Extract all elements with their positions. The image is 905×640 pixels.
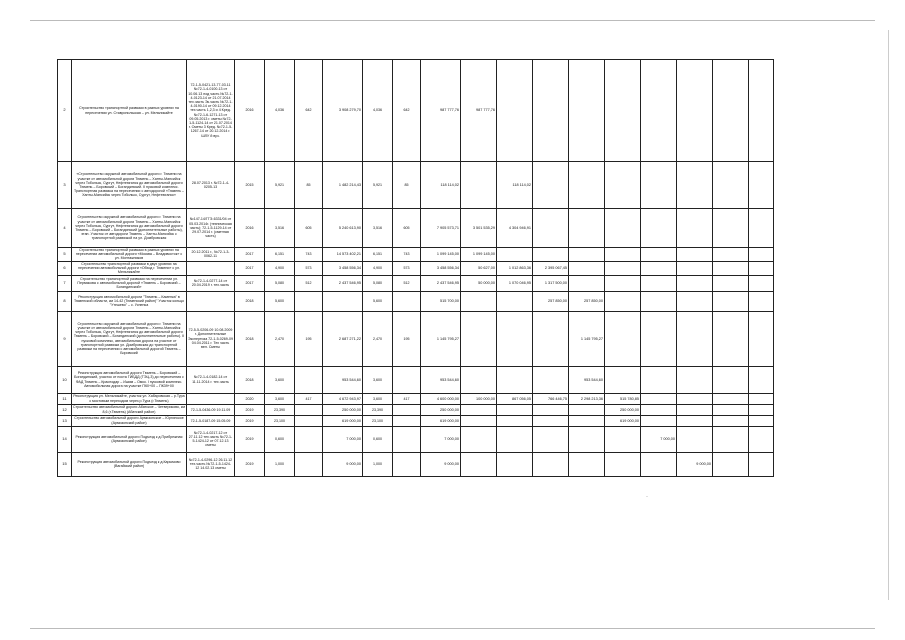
table-row [58,452,774,476]
cell-v5 [533,248,569,262]
cell-cnt1: 573 [295,261,323,275]
cell-v2: 4 600 000,00 [421,393,461,404]
table-row [58,209,774,248]
cell-year: 2016 [235,60,265,162]
cell-v9 [677,393,713,404]
cell-v8 [641,248,677,262]
cell-v5 [533,415,569,426]
cell-v10 [713,426,749,452]
cell-cnt1: 512 [295,275,323,291]
cell-v6 [569,452,605,476]
cell-v4 [497,452,533,476]
cell-v7 [605,261,641,275]
table-row [58,261,774,275]
cell-v6 [569,275,605,291]
cell-v1: 4 672 943,97 [323,393,363,404]
table-row [58,426,774,452]
cell-v1: 3 458 556,34 [323,261,363,275]
cell-v2: 1 099 145,00 [421,248,461,262]
cell-len1: 1,000 [265,452,295,476]
cell-len1: 3,600 [265,393,295,404]
cell-cnt1: 85 [295,162,323,209]
cell-len1: 23,100 [265,415,295,426]
cell-cnt2 [393,366,421,393]
cell-v1: 3 908 279,70 [323,60,363,162]
cell-v4 [497,248,533,262]
cell-name: Реконструкция ул. Мельникайте, участок ул. Хабаровская – р.Тура с мостовым переходом через р.Тура (г.Тюмень) [73,394,185,403]
cell-v10 [713,404,749,415]
cell-no: 15 [58,452,72,476]
table-row [58,291,774,311]
cell-v7 [605,275,641,291]
cell-cnt2 [393,404,421,415]
cell-v9 [677,248,713,262]
cell-v7: 619 000,00 [605,415,641,426]
cell-empty [749,415,774,426]
cell-cnt1: 605 [295,209,323,248]
cell-name: «Строительство окружной автомобильной дороги г. Тюмени на участке от автомобильной дороги Тюмень – Ханты-Мансийск через Тобольск, Сургут, Нефтеюганск до автомобильной дороги Тюмень – Боровский – Богандинский. II пусковой комплекс. Транспортная развязка на пересечении с автодорогой «Тюмень – Ханты-Мансийск через Тобольск, Сургут, Нефтеюганск» [72,162,187,209]
cell-name: Строительство окружной автомобильной дороги г. Тюмени на участке от автомобильной дороги Тюмень – Ханты-Мансийск через Тобольск, Сургут, Нефтеюганск до автомобильной дороги Тюмень – Боровский – Богандинский (дополнительные работы), этап. Участок от автодороги Тюмень – Ханты-Мансийск с транспортной развязкой на ул. Домбровская [72,209,187,248]
cell-v1: 14 573 402,21 [323,248,363,262]
cell-len2: 5,080 [363,275,393,291]
cell-cnt1: 417 [295,393,323,404]
cell-v8 [641,452,677,476]
cell-v9 [677,366,713,393]
cell-empty [749,366,774,393]
cell-len2: 3,600 [363,393,393,404]
cell-name: Строительство транспортной развязки в двух уровнях на пересечении автомобильной дороги «Обход г. Тюмени» с ул. Мельникайте [72,261,187,275]
cell-v9 [677,162,713,209]
cell-v7 [605,366,641,393]
cell-year: 2017 [235,261,265,275]
cell-v2: 9 000,00 [421,452,461,476]
cell-cnt2 [393,291,421,311]
cell-v2: 2 437 546,95 [421,275,461,291]
cell-v9 [677,275,713,291]
cell-v6 [569,209,605,248]
cell-year: 2019 [235,404,265,415]
cell-doc [187,261,235,275]
cell-no: 8 [58,291,72,311]
cell-v7 [605,426,641,452]
cell-doc: 20.12.2011 г., №72-1-3-0062-11 [187,248,235,262]
cell-v5 [533,426,569,452]
cell-v8 [641,162,677,209]
cell-year: 2020 [235,393,265,404]
scan-edge-top [30,20,875,21]
cell-v7: 515 780,85 [605,393,641,404]
cell-doc: №147-14/ГГЭ-6331/04 от 05.03.2014г. (техническая часть); 72-1-5-1129-14 от 29.07.2014 г. (сметная часть) [187,209,235,248]
cell-len1: 23,390 [265,404,295,415]
cell-v3: 100 000,00 [461,393,497,404]
cell-v6 [569,261,605,275]
scan-edge-bottom [30,628,875,629]
cell-v10 [713,209,749,248]
cell-doc: 72-5-5-0206-09 10.08.2009 г. Дополнительные Экспертиза 72-1-5-0269-09 04.04.2011 г. Тех часть вел. Сметы [187,311,235,366]
cell-v10 [713,248,749,262]
cell-year: 2019 [235,426,265,452]
cell-empty [749,162,774,209]
cell-v8 [641,366,677,393]
cell-v3 [461,404,497,415]
cell-name: Строительство окружной автомобильной дороги г. Тюмени на участке от автомобильной дороги Тюмень – Ханты-Мансийск через Тобольск, Сургут, Нефтеюганск до автомобильной дороги Тюмень – Боровский – Богандинский (дополнительные работы). II пусковой комплекс, автомобильная дорога на участке от транспортной развязки ул. Домбровская до транспортной развязки на пересечении с автомобильной дорогой Тюмень – Боровский [72,311,187,366]
cell-v1: 250 000,00 [323,404,363,415]
cell-v9 [677,209,713,248]
cell-v4 [497,311,533,366]
cell-len2: 23,390 [363,404,393,415]
cell-name: Строительство автомобильной дороги Абатское – Четвериково, км 8,6 (г.Тюмень) (Абатский район) [73,405,185,414]
cell-cnt2 [393,426,421,452]
cell-v5 [533,404,569,415]
cell-doc: №72-1-4-0277-14 от 20.04.2019 г. тех.часть [187,275,235,291]
cell-cnt2 [393,415,421,426]
cell-v1: 1 482 214,43 [323,162,363,209]
cell-len2: 3,516 [363,209,393,248]
cell-v5 [533,366,569,393]
cell-len2: 2,470 [363,311,393,366]
cell-name: Строительство транспортной развязки в разных уровнях на пересечении ул. Ставропольская – ул. Мельникайте [72,60,187,162]
table-row [58,248,774,262]
cell-v6 [569,404,605,415]
cell-v10 [713,366,749,393]
cell-v4: 1 070 046,95 [497,275,533,291]
cell-v6: 257 850,00 [569,291,605,311]
cell-v7 [605,162,641,209]
cell-v8 [641,393,677,404]
cell-cnt1 [295,415,323,426]
cell-year: 2016 [235,209,265,248]
cell-v3: 987 777,76 [461,60,497,162]
cell-v3: 1 099 145,00 [461,248,497,262]
cell-year: 2018 [235,291,265,311]
cell-name: Реконструкция автомобильной дороги Подъезд к д.Карымово (Вагайский район) [72,452,187,476]
cell-empty [749,60,774,162]
cell-v6 [569,426,605,452]
cell-empty [749,452,774,476]
cell-v10 [713,452,749,476]
cell-no: 6 [58,261,72,275]
table-row [58,162,774,209]
cell-len1: 0,600 [265,426,295,452]
cell-v4: 1 012 863,36 [497,261,533,275]
cell-year: 2017 [235,248,265,262]
cell-name: Строительство транспортной развязки на пересечении ул. Пермякова с автомобильной дорогой «Тюмень – Боровский – Богандинский» [72,275,187,291]
cell-v4 [497,415,533,426]
cell-v4: 867 056,05 [497,393,533,404]
cell-v7 [605,311,641,366]
cell-no: 5 [58,248,72,262]
cell-v5: 257 850,00 [533,291,569,311]
cell-len2: 6,151 [363,248,393,262]
cell-v7 [605,291,641,311]
cell-v2: 7 905 573,71 [421,209,461,248]
cell-len2: 5,921 [363,162,393,209]
cell-year: 2015 [235,162,265,209]
cell-v10 [713,393,749,404]
cell-cnt1: 642 [295,60,323,162]
cell-cnt2: 743 [393,248,421,262]
cell-v1: 2 687 271,22 [323,311,363,366]
cell-name: Реконструкция автомобильной дороги Тюмень – Боровский – Богандинский, участок от поста ГИБДД (ТЭЦ-3) до пересечения с ФАД Тюмень – Краснодар – Ишим – Омск. I пусковой комплекс. Автомобильная дорога на участке ПК0+00 – ПК39+00 [72,366,187,393]
cell-empty [749,261,774,275]
cell-no: 12 [58,404,72,415]
table-row [58,311,774,366]
cell-v7 [605,248,641,262]
cell-v6 [569,162,605,209]
cell-len1: 5,600 [265,291,295,311]
cell-no: 3 [58,162,72,209]
cell-cnt1 [295,404,323,415]
cell-empty [749,291,774,311]
cell-v5 [533,162,569,209]
cell-v2: 953 544,60 [421,366,461,393]
cell-year: 2018 [235,366,265,393]
cell-v8 [641,404,677,415]
cell-v7 [605,60,641,162]
cell-v8 [641,261,677,275]
cell-empty [749,311,774,366]
cell-v2: 619 000,00 [421,415,461,426]
cell-doc: 72-1-5-0187-09 15.05.09 [187,415,235,426]
cell-cnt2: 605 [393,209,421,248]
table-row [58,366,774,393]
cell-name: Реконструкция автомобильной дороги Подъезд к д.Прибрежная (Армизонский район) [72,426,187,452]
cell-empty [749,248,774,262]
cell-v10 [713,261,749,275]
table-row [58,415,774,426]
cell-len1: 3,600 [265,366,295,393]
cell-v3 [461,452,497,476]
cell-doc: 72-1-5-0436-09 19.11.09 [187,404,235,415]
cell-v10 [713,311,749,366]
cell-cnt1: 743 [295,248,323,262]
cell-v2: 515 700,00 [421,291,461,311]
cell-v9 [677,404,713,415]
cell-cnt1 [295,291,323,311]
cell-v7 [605,209,641,248]
cell-cnt2: 85 [393,162,421,209]
cell-len1: 6,151 [265,248,295,262]
cell-v9 [677,60,713,162]
cell-v8: 7 000,00 [641,426,677,452]
stray-mark: · [646,494,648,500]
cell-v1: 2 437 546,95 [323,275,363,291]
cell-v10 [713,415,749,426]
cell-v8 [641,415,677,426]
table-row [58,404,774,415]
cell-len2: 3,600 [363,366,393,393]
cell-v4 [497,426,533,452]
cell-v3: 50 627,00 [461,261,497,275]
cell-name: Строительство транспортной развязки в разных уровнях на пересечении автомобильной дороги «Москва – Владивосток» с ул. Монтажников [72,248,187,262]
cell-v2: 3 458 556,34 [421,261,461,275]
cell-v5 [533,311,569,366]
cell-v10 [713,60,749,162]
cell-len1: 3,516 [265,209,295,248]
cell-empty [749,209,774,248]
cell-v6: 2 298 213,36 [569,393,605,404]
cell-year: 2017 [235,275,265,291]
cell-v10 [713,291,749,311]
cell-v4 [497,366,533,393]
cell-v10 [713,162,749,209]
cell-v2: 1 145 795,27 [421,311,461,366]
cell-year: 2019 [235,415,265,426]
table-row [58,60,774,162]
cell-no: 10 [58,366,72,393]
cell-doc [187,291,235,311]
cell-cnt1 [295,366,323,393]
cell-v1: 9 000,00 [323,452,363,476]
cell-v3 [461,291,497,311]
table-body [58,60,774,477]
cell-v3 [461,415,497,426]
cell-v9 [677,426,713,452]
cell-empty [749,393,774,404]
cell-v2: 7 000,00 [421,426,461,452]
cell-no: 4 [58,209,72,248]
cell-year: 2018 [235,311,265,366]
cell-cnt2: 417 [393,393,421,404]
cell-empty [749,426,774,452]
cell-len1: 5,080 [265,275,295,291]
cell-no: 13 [58,415,72,426]
cell-doc: 28.07.2013 г. №72-1-4-0205-13 [187,162,235,209]
cell-len2: 4,036 [363,60,393,162]
cell-v9 [677,415,713,426]
cell-v7 [605,452,641,476]
cell-v9 [677,261,713,275]
cell-v9: 9 000,00 [677,452,713,476]
cell-v4 [497,404,533,415]
cell-doc: №72-1-4-0182-14 от 11.11.2014 г. тех.часть [187,366,235,393]
cell-v8 [641,60,677,162]
cell-name: Строительство автомобильной дороги Армизонское – Юргинское (Армизонский район) [72,415,187,426]
cell-v8 [641,275,677,291]
cell-cnt2: 512 [393,275,421,291]
cell-v6: 1 145 795,27 [569,311,605,366]
cell-len1: 2,470 [265,311,295,366]
cell-v3: 3 501 535,29 [461,209,497,248]
cell-doc [187,393,235,404]
cell-v5 [533,209,569,248]
cell-v3: 50 000,00 [461,275,497,291]
cell-v5 [533,452,569,476]
cell-cnt2 [393,452,421,476]
cell-v1: 5 240 613,90 [323,209,363,248]
cell-v5 [533,60,569,162]
scan-edge-right [888,30,889,600]
cell-v8 [641,209,677,248]
cell-v4 [497,60,533,162]
cell-v9 [677,311,713,366]
cell-v5: 1 317 500,00 [533,275,569,291]
cell-len2: 5,600 [363,291,393,311]
cell-v6 [569,248,605,262]
table-row [58,393,774,404]
cell-v10 [713,275,749,291]
cell-cnt2: 573 [393,261,421,275]
cell-v5: 2 395 067,45 [533,261,569,275]
cell-no: 9 [58,311,72,366]
cell-v2: 118 114,02 [421,162,461,209]
cell-v2: 987 777,76 [421,60,461,162]
cell-len1: 4,900 [265,261,295,275]
cell-year: 2019 [235,452,265,476]
cell-name: Реконструкция автомобильной дороги "Тюмень – Каменка" в Тюменской области, км 14-42 (Тюменский район)" Участок кольцо "Утешево" – с. Успенка [72,291,187,311]
cell-len2: 1,000 [363,452,393,476]
cell-v6 [569,60,605,162]
cell-v3 [461,311,497,366]
cell-doc: 72-1-5-0421-13-77-03.11 №72-1-4-0100-13 от 10.06.13 под часть №72-1-4-0123-14 от 21.07.2014 тех.часть Эк.часть №72-1-4-0190-14 от 09.12.2014 тех.часть 1,2,3 и 4 Кред.№72-1-6-1271-13 от 09.05.2013 г. сметы №72-1-5-1124-14 от 21.07.2014 г. Сметы 3 Кред. №72-1-5-1267-14 от 20.12.2014 г. ШЛУ й вуз. [187,60,235,162]
cell-v9 [677,291,713,311]
cell-v4: 4 304 946,91 [497,209,533,248]
cell-v1 [323,291,363,311]
cell-v6: 953 544,60 [569,366,605,393]
cell-cnt2: 195 [393,311,421,366]
cell-len1: 5,921 [265,162,295,209]
cell-v7: 250 000,00 [605,404,641,415]
cell-len2: 23,100 [363,415,393,426]
table-row [58,275,774,291]
cell-v8 [641,291,677,311]
cell-cnt2: 642 [393,60,421,162]
cell-len2: 4,900 [363,261,393,275]
cell-doc: №72-1-4-0217-12 от 27.11.12 тех.часть №72-1-5-1424-12 от 07.12.13 сметы [187,426,235,452]
cell-v3 [461,162,497,209]
cell-v3 [461,426,497,452]
cell-empty [749,275,774,291]
cell-cnt1: 195 [295,311,323,366]
cell-v1: 953 544,60 [323,366,363,393]
cell-v4 [497,291,533,311]
cell-empty [749,404,774,415]
cell-no: 11 [58,393,72,404]
cell-len2: 0,600 [363,426,393,452]
cell-no: 2 [58,60,72,162]
cell-no: 7 [58,275,72,291]
cell-cnt1 [295,452,323,476]
cell-cnt1 [295,426,323,452]
cell-v8 [641,311,677,366]
cell-v3 [461,366,497,393]
cell-doc: №72-1-4-0296-12 26.11.12 тех.часть №72-1-5-1424-12 14.02.13 сметы [187,452,235,476]
cell-v1: 7 000,00 [323,426,363,452]
cell-v5: 766 446,75 [533,393,569,404]
object-register-table [57,59,774,477]
cell-no: 14 [58,426,72,452]
cell-v2: 250 000,00 [421,404,461,415]
cell-v6 [569,415,605,426]
cell-v4: 118 114,02 [497,162,533,209]
cell-v1: 619 000,00 [323,415,363,426]
cell-len1: 4,036 [265,60,295,162]
